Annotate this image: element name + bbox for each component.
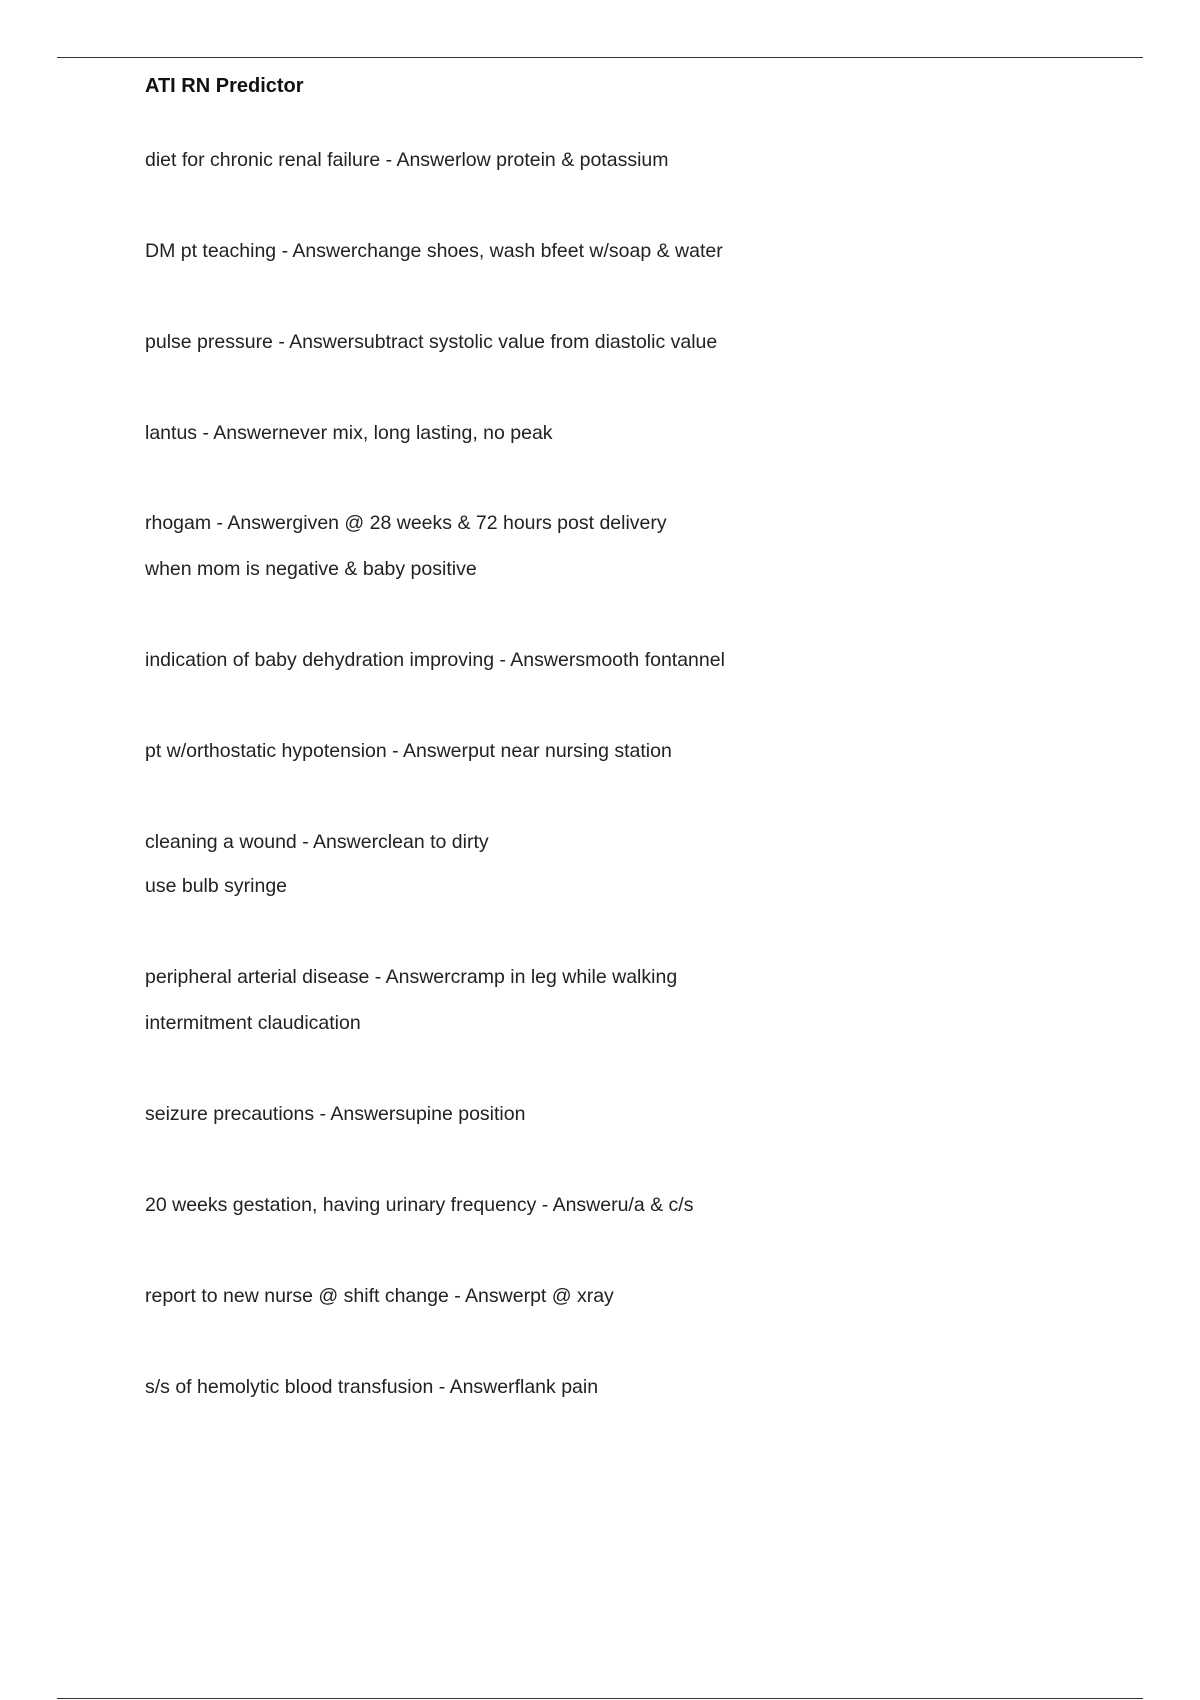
entry-10-line-1: seizure precautions - Answersupine position: [145, 1103, 526, 1125]
entry-5-line-1: rhogam - Answergiven @ 28 weeks & 72 hours post delivery: [145, 512, 667, 534]
entry-1-line-1: diet for chronic renal failure - Answerlow protein & potassium: [145, 149, 669, 171]
entry-9-line-1: peripheral arterial disease - Answercramp in leg while walking: [145, 966, 678, 988]
entry-4-line-1: lantus - Answernever mix, long lasting, no peak: [145, 422, 553, 444]
entry-5-line-2: when mom is negative & baby positive: [145, 558, 477, 580]
entry-12-line-1: report to new nurse @ shift change - Answerpt @ xray: [145, 1285, 614, 1307]
entry-8-line-1: cleaning a wound - Answerclean to dirty: [145, 831, 489, 853]
entry-2-line-1: DM pt teaching - Answerchange shoes, wash bfeet w/soap & water: [145, 240, 723, 262]
entry-7-line-1: pt w/orthostatic hypotension - Answerput near nursing station: [145, 740, 672, 762]
entry-11-line-1: 20 weeks gestation, having urinary frequency - Answeru/a & c/s: [145, 1194, 694, 1216]
entry-6-line-1: indication of baby dehydration improving - Answersmooth fontannel: [145, 649, 725, 671]
entry-9-line-2: intermitment claudication: [145, 1012, 361, 1034]
entry-3-line-1: pulse pressure - Answersubtract systolic value from diastolic value: [145, 331, 718, 353]
entry-8-line-2: use bulb syringe: [145, 875, 288, 897]
top-rule: [57, 57, 1143, 58]
bottom-rule: [57, 1698, 1143, 1699]
document-title: ATI RN Predictor: [145, 75, 304, 97]
entry-13-line-1: s/s of hemolytic blood transfusion - Answerflank pain: [145, 1376, 599, 1398]
